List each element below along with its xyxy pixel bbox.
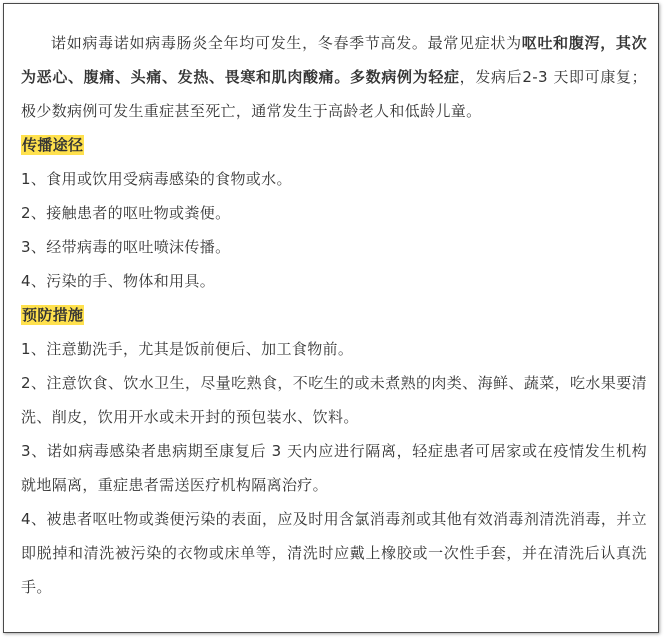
prevention-item-4: 4、被患者呕吐物或粪便污染的表面，应及时用含氯消毒剂或其他有效消毒剂清洗消毒，并立即脱掉和清洗被污染的衣物或床单等，清洗时应戴上橡胶或一次性手套，并在清洗后认真洗手。 xyxy=(21,510,647,596)
article-frame xyxy=(3,3,659,633)
intro-text-2: ，发病后2-3 天即可康复；极少数病例可发生重症甚至死亡，通常发生于高龄老人和低龄儿童。 xyxy=(21,68,648,120)
intro-bold-mild: 多数病例为轻症 xyxy=(350,68,460,86)
prevention-item-2: 2、注意饮食、饮水卫生，尽量吃熟食，不吃生的或未煮熟的肉类、海鲜、蔬菜，吃水果要清洗、削皮，饮用开水或未开封的预包装水、饮料。 xyxy=(21,374,647,426)
transmission-item-3: 3、经带病毒的呕吐喷沫传播。 xyxy=(21,238,231,256)
transmission-item-4: 4、污染的手、物体和用具。 xyxy=(21,272,216,290)
transmission-item-1: 1、食用或饮用受病毒感染的食物或水。 xyxy=(21,170,292,188)
section-heading-prevention: 预防措施 xyxy=(22,306,84,324)
section-heading-transmission: 传播途径 xyxy=(22,136,84,154)
intro-text-1: 诺如病毒诺如病毒肠炎全年均可发生，冬春季节高发。最常见症状为 xyxy=(51,34,522,52)
prevention-item-1: 1、注意勤洗手，尤其是饭前便后、加工食物前。 xyxy=(21,340,354,358)
section-heading-row-transmission xyxy=(21,128,647,162)
transmission-item-2: 2、接触患者的呕吐物或粪便。 xyxy=(21,204,231,222)
intro-paragraph xyxy=(21,26,647,128)
prevention-item-3: 3、诺如病毒感染者患病期至康复后 3 天内应进行隔离，轻症患者可居家或在疫情发生机构就地隔离，重症患者需送医疗机构隔离治疗。 xyxy=(21,442,647,494)
article-content xyxy=(21,26,647,604)
section-heading-row-prevention xyxy=(21,298,647,332)
intro-bold-symptoms: 呕吐和腹泻，其次为恶心、腹痛、头痛、发热、畏寒和肌肉酸痛。 xyxy=(21,34,647,86)
